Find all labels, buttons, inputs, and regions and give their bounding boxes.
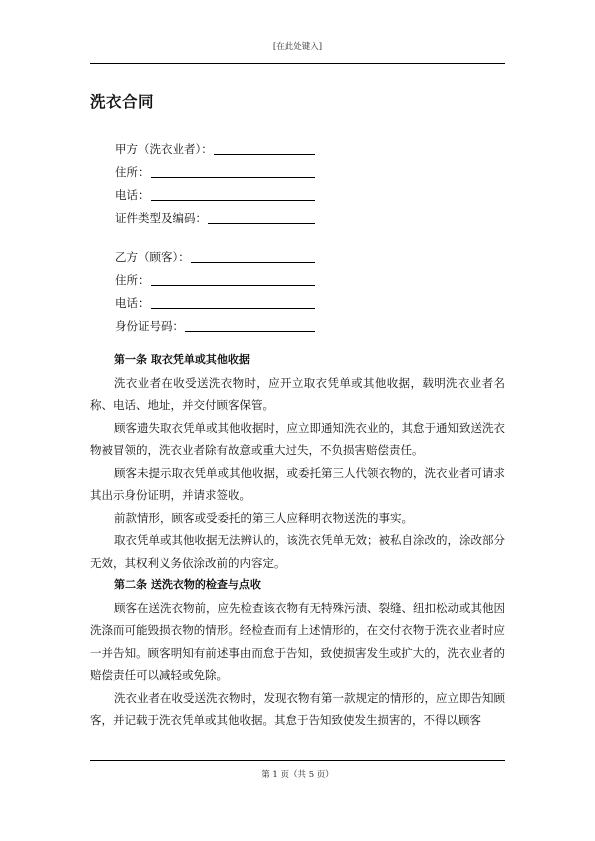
field-label: 证件类型及编码： bbox=[115, 211, 207, 225]
article-1-paragraph: 取衣凭单或其他收据无法辨认的，该洗衣凭单无效；被私自涂改的，涂改部分无效，其权利义务依涂改前的内容定。 bbox=[90, 533, 505, 570]
party-a-address-field[interactable] bbox=[115, 159, 315, 182]
page-header: [在此处键入] bbox=[272, 42, 323, 52]
article-1-paragraph: 洗衣业者在收受送洗衣物时，应开立取衣凭单或其他收据，载明洗衣业者名称、电话、地址，并交付顾客保管。 bbox=[90, 375, 505, 412]
page-footer: 第 1 页（共 5 页） bbox=[261, 770, 334, 780]
article-1-title: 第一条 取衣凭单或其他收据 bbox=[114, 353, 250, 366]
party-b-fields bbox=[115, 244, 315, 336]
blank-line bbox=[151, 167, 316, 178]
document-title: 洗衣合同 bbox=[90, 93, 155, 111]
contract-body bbox=[90, 349, 505, 732]
party-b-address-field[interactable] bbox=[115, 267, 315, 290]
article-1-paragraph: 顾客遗失取衣凭单或其他收据时，应立即通知洗衣业的，其怠于通知致送洗衣物被冒领的，洗衣业者除有故意或重大过失，不负损害赔偿责任。 bbox=[90, 420, 505, 457]
field-label: 电话： bbox=[115, 188, 150, 202]
article-2-title: 第二条 送洗衣物的检查与点收 bbox=[114, 578, 261, 591]
party-b-phone-field[interactable] bbox=[115, 290, 315, 313]
footer-divider bbox=[90, 760, 505, 761]
party-b-name-field[interactable] bbox=[115, 244, 315, 267]
blank-line bbox=[191, 252, 315, 263]
blank-line bbox=[185, 321, 315, 332]
header-divider bbox=[90, 63, 505, 64]
blank-line bbox=[151, 298, 316, 309]
article-1-paragraph: 顾客未提示取衣凭单或其他收据，或委托第三人代领衣物的，洗衣业者可请求其出示身份证明，并请求签收。 bbox=[90, 465, 505, 502]
party-a-name-field[interactable] bbox=[115, 136, 315, 159]
field-label: 电话： bbox=[115, 296, 150, 310]
blank-line bbox=[151, 275, 316, 286]
party-a-phone-field[interactable] bbox=[115, 182, 315, 205]
blank-line bbox=[214, 144, 315, 155]
blank-line bbox=[151, 190, 316, 201]
article-1-paragraph: 前款情形，顾客或受委托的第三人应释明衣物送洗的事实。 bbox=[114, 510, 413, 525]
field-label: 身份证号码： bbox=[115, 319, 184, 333]
party-a-id-field[interactable] bbox=[115, 205, 315, 228]
party-a-fields bbox=[115, 136, 315, 228]
field-label: 甲方（洗衣业者）： bbox=[115, 142, 213, 156]
field-label: 乙方（顾客）： bbox=[115, 250, 190, 264]
field-label: 住所： bbox=[115, 273, 150, 287]
blank-line bbox=[208, 213, 315, 224]
article-2-paragraph: 顾客在送洗衣物前，应先检查该衣物有无特殊污渍、裂缝、纽扣松动或其他因洗涤而可能毁损衣物的情形。经检查而有上述情形的，在交付衣物于洗衣业者时应一并告知。顾客明知有前述事由而怠于告知，致使损害发生或扩大的，洗衣业者的赔偿责任可以减轻或免除。 bbox=[90, 600, 505, 682]
party-b-id-field[interactable] bbox=[115, 313, 315, 336]
article-2-paragraph: 洗衣业者在收受送洗衣物时，发现衣物有第一款规定的情形的，应立即告知顾客，并记载于洗衣凭单或其他收据。其怠于告知致使发生损害的，不得以顾客 bbox=[90, 690, 505, 727]
field-label: 住所： bbox=[115, 165, 150, 179]
